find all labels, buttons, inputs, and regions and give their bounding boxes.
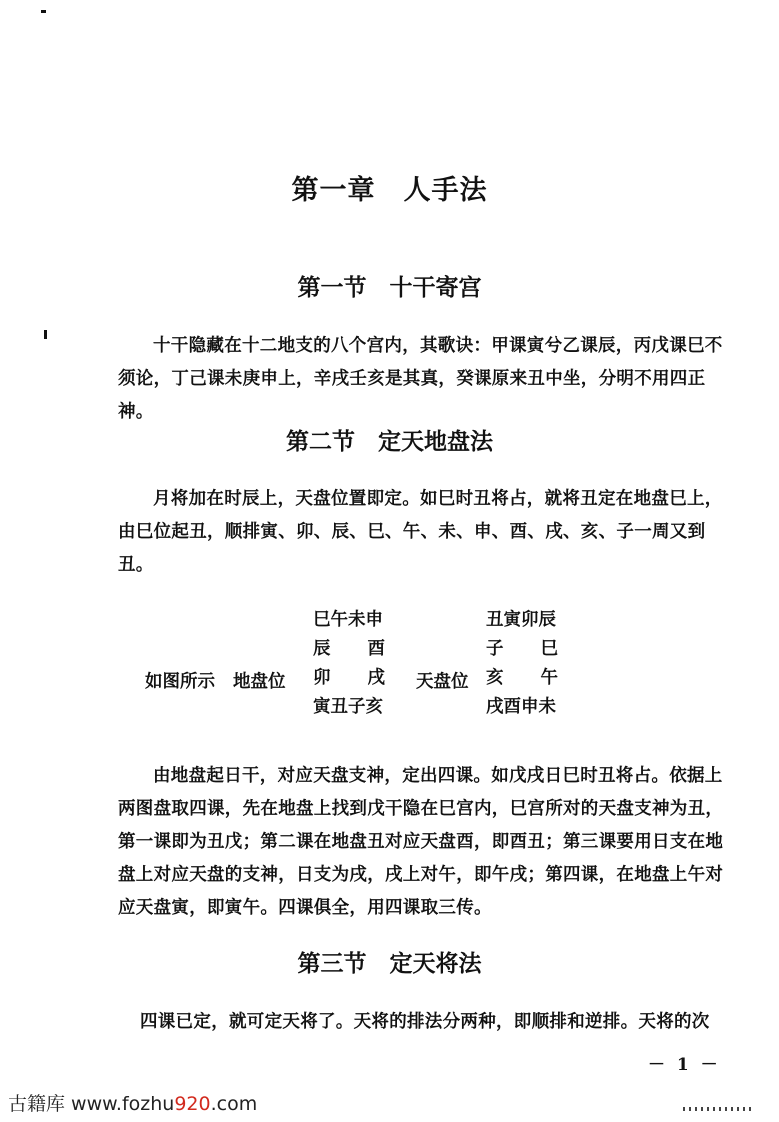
- grid-cell: 寅丑子亥: [313, 697, 383, 717]
- grid-cell: 巳午未申: [313, 610, 383, 630]
- watermark-prefix: 古籍库 www.fozhu: [8, 1093, 175, 1115]
- earth-plate-grid: [313, 606, 385, 722]
- grid-cell: 辰: [313, 639, 331, 659]
- grid-cell: 戌酉申未: [486, 697, 556, 717]
- grid-row: [486, 664, 558, 693]
- scan-mark-top: [41, 10, 46, 13]
- heaven-plate-grid: [486, 606, 558, 722]
- grid-row: [313, 635, 385, 664]
- site-watermark: [8, 1089, 257, 1116]
- grid-row: [313, 606, 385, 635]
- watermark-suffix: .com: [210, 1093, 258, 1115]
- section-3-paragraph: 四课已定，就可定天将了。天将的排法分两种，即顺排和逆排。天将的次: [140, 1012, 710, 1032]
- earth-plate-label: 地盘位: [233, 672, 286, 692]
- grid-cell: 丑寅卯辰: [486, 610, 556, 630]
- grid-cell: 卯: [313, 668, 331, 688]
- section-2-title: 第二节 定天地盘法: [286, 429, 493, 455]
- scan-mark-left: [44, 330, 47, 339]
- grid-row: [486, 635, 558, 664]
- page-number: － 1 －: [648, 1055, 721, 1075]
- section-1-title: 第一节 十干寄宫: [297, 275, 482, 301]
- grid-cell: 子: [486, 639, 504, 659]
- chapter-title: 第一章 人手法: [291, 175, 488, 206]
- section-1-paragraph: 十干隐藏在十二地支的八个宫内，其歌诀：甲课寅兮乙课辰，丙戊课巳不须论，丁己课未庚申上，辛戌壬亥是其真，癸课原来丑中坐，分明不用四正神。: [118, 336, 723, 422]
- grid-cell: 午: [540, 668, 558, 688]
- section-2-paragraph-2: 由地盘起日干，对应天盘支神，定出四课。如戊戌日巳时丑将占。依据上两图盘取四课，先在地盘上找到戊干隐在巳宫内，巳宫所对的天盘支神为丑，第一课即为丑戊；第二课在地盘丑对应天盘酉，即酉丑；第三课要用日支在地盘上对应天盘的支神，日支为戌，戌上对午，即午戌；第四课，在地盘上午对应天盘寅，即寅午。四课俱全，用四课取三传。: [118, 766, 724, 918]
- grid-row: [313, 664, 385, 693]
- grid-cell: 戌: [367, 668, 385, 688]
- grid-cell: 酉: [367, 639, 385, 659]
- grid-cell: 亥: [486, 668, 504, 688]
- section-2-paragraph: 月将加在时辰上，天盘位置即定。如巳时丑将占，就将丑定在地盘巳上，由巳位起丑，顺排寅、卯、辰、巳、午、未、申、酉、戌、亥、子一周又到丑。: [118, 489, 723, 575]
- diagram-intro-label: 如图所示: [145, 672, 215, 692]
- watermark-number: 920: [174, 1093, 211, 1115]
- grid-row: [313, 693, 385, 722]
- scan-dots: [683, 1107, 753, 1111]
- grid-row: [486, 693, 558, 722]
- heaven-plate-label: 天盘位: [416, 672, 469, 692]
- grid-row: [486, 606, 558, 635]
- section-3-title: 第三节 定天将法: [297, 951, 482, 977]
- grid-cell: 巳: [540, 639, 558, 659]
